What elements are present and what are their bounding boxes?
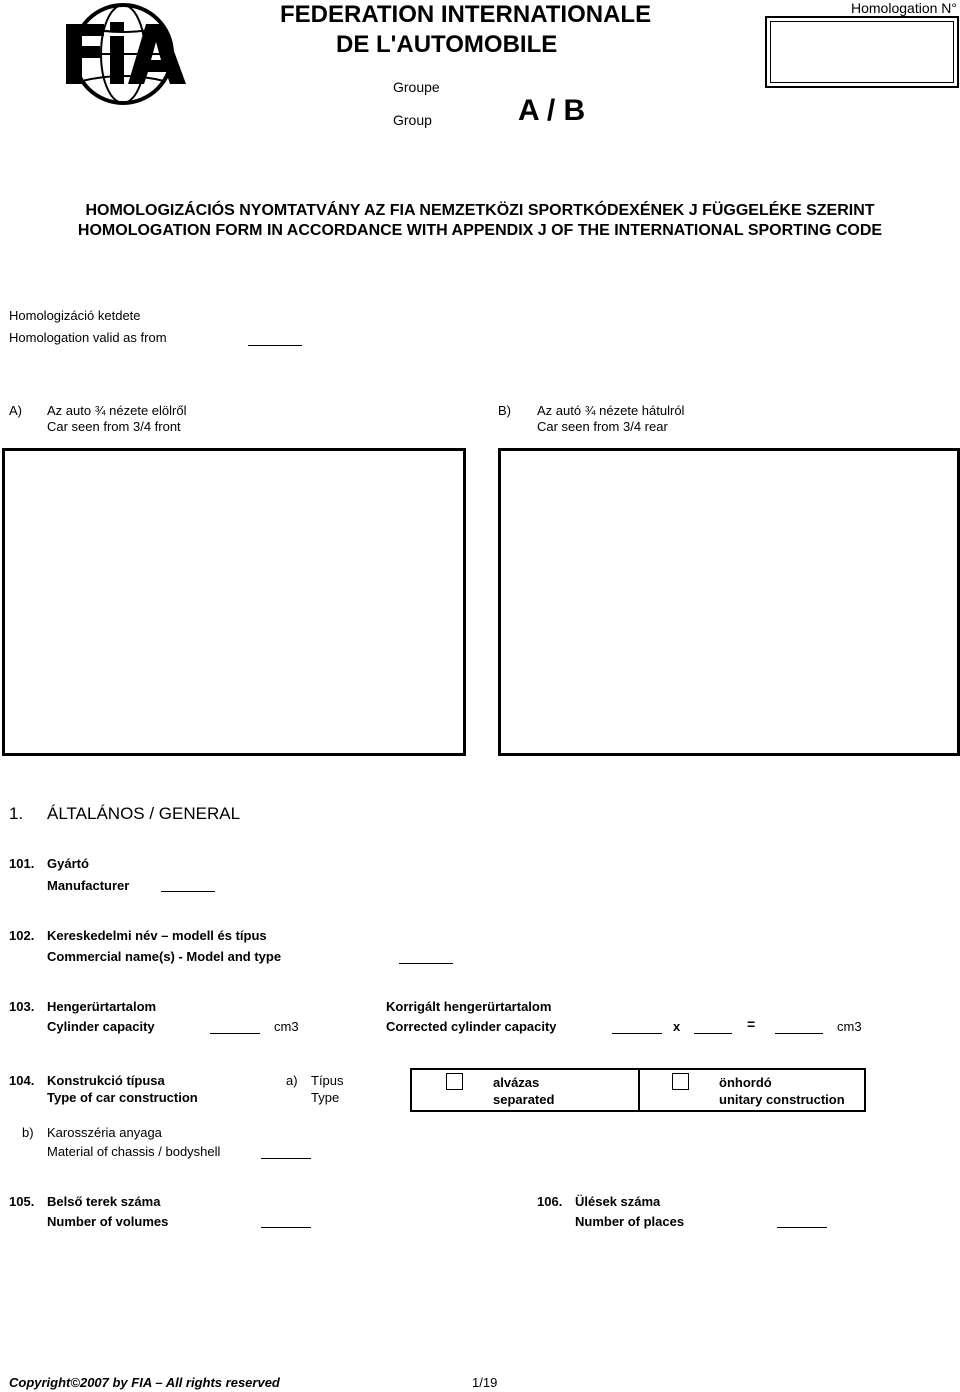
page-number: 1/19 xyxy=(472,1375,498,1390)
item-101-label-hu: Gyártó xyxy=(47,856,89,871)
item-102-number: 102. xyxy=(9,928,35,943)
homologation-number-box[interactable] xyxy=(765,16,959,88)
unitary-label-en: unitary construction xyxy=(719,1092,845,1107)
photo-b-letter: B) xyxy=(498,403,511,418)
cylinder-capacity-field[interactable] xyxy=(210,1033,260,1034)
groupe-label: Groupe xyxy=(393,79,440,95)
photo-b-label-hu: Az autó ¾ nézete hátulról xyxy=(537,403,685,418)
valid-from-label-hu: Homologizáció ketdete xyxy=(9,308,141,323)
group-label: Group xyxy=(393,112,432,128)
item-106-number: 106. xyxy=(537,1194,563,1209)
item-105-label-en: Number of volumes xyxy=(47,1214,169,1229)
item-104-b-letter: b) xyxy=(22,1125,34,1140)
commercial-name-field[interactable] xyxy=(399,963,453,964)
photo-b-label-en: Car seen from 3/4 rear xyxy=(537,419,668,434)
unitary-label-hu: önhordó xyxy=(719,1075,772,1090)
item-104-a-label-hu: Típus xyxy=(311,1073,344,1088)
item-104-b-label-hu: Karosszéria anyaga xyxy=(47,1125,162,1140)
item-105-number: 105. xyxy=(9,1194,35,1209)
group-value: A / B xyxy=(518,94,586,127)
corrected-capacity-label-hu: Korrigált hengerürtartalom xyxy=(386,999,552,1014)
corrected-capacity-unit: cm3 xyxy=(837,1019,862,1034)
places-field[interactable] xyxy=(777,1227,827,1228)
photo-b-box[interactable] xyxy=(498,448,960,756)
valid-from-label-en: Homologation valid as from xyxy=(9,330,167,345)
equals-sign: = xyxy=(747,1016,756,1032)
cylinder-capacity-unit: cm3 xyxy=(274,1019,299,1034)
photo-a-label-hu: Az auto ¾ nézete elölről xyxy=(47,403,187,418)
item-103-label-hu: Hengerürtartalom xyxy=(47,999,157,1014)
copyright-notice: Copyright©2007 by FIA – All rights reserved xyxy=(9,1375,280,1390)
form-title-hu: HOMOLOGIZÁCIÓS NYOMTATVÁNY AZ FIA NEMZETKÖZI SPORTKÓDEXÉNEK J FÜGGELÉKE SZERINT xyxy=(85,202,875,219)
item-104-b-label-en: Material of chassis / bodyshell xyxy=(47,1144,221,1159)
photo-a-letter: A) xyxy=(9,403,22,418)
item-104-a-letter: a) xyxy=(286,1073,298,1088)
item-101-number: 101. xyxy=(9,856,35,871)
corrected-capacity-result-field[interactable] xyxy=(775,1033,823,1034)
org-name-line2: DE L'AUTOMOBILE xyxy=(336,31,558,58)
photo-a-box[interactable] xyxy=(2,448,466,756)
item-105-label-hu: Belső terek száma xyxy=(47,1194,161,1209)
item-103-label-en: Cylinder capacity xyxy=(47,1019,155,1034)
separated-label-hu: alvázas xyxy=(493,1075,540,1090)
separated-checkbox[interactable] xyxy=(446,1073,463,1090)
construction-type-divider xyxy=(638,1070,640,1110)
item-104-label-en: Type of car construction xyxy=(47,1090,198,1105)
volumes-field[interactable] xyxy=(261,1227,311,1228)
manufacturer-field[interactable] xyxy=(161,891,215,892)
item-103-number: 103. xyxy=(9,999,35,1014)
item-101-label-en: Manufacturer xyxy=(47,878,130,893)
item-106-label-hu: Ülések száma xyxy=(575,1194,661,1209)
corrected-capacity-field-1[interactable] xyxy=(612,1033,662,1034)
item-106-label-en: Number of places xyxy=(575,1214,685,1229)
form-title-en: HOMOLOGATION FORM IN ACCORDANCE WITH APPENDIX J OF THE INTERNATIONAL SPORTING CODE xyxy=(77,222,883,239)
construction-type-table xyxy=(410,1068,866,1112)
item-102-label-en: Commercial name(s) - Model and type xyxy=(47,949,282,964)
item-102-label-hu: Kereskedelmi név – modell és típus xyxy=(47,928,267,943)
item-104-a-label-en: Type xyxy=(311,1090,340,1105)
corrected-capacity-label-en: Corrected cylinder capacity xyxy=(386,1019,557,1034)
org-name-line1: FEDERATION INTERNATIONALE xyxy=(280,1,652,28)
separated-label-en: separated xyxy=(493,1092,555,1107)
valid-from-field[interactable] xyxy=(248,345,302,346)
fia-logo xyxy=(48,2,198,106)
section-1-number: 1. xyxy=(9,804,24,823)
multiply-sign: x xyxy=(673,1019,681,1034)
section-1-title: ÁLTALÁNOS / GENERAL xyxy=(47,804,241,823)
photo-a-label-en: Car seen from 3/4 front xyxy=(47,419,181,434)
item-104-label-hu: Konstrukció típusa xyxy=(47,1073,165,1088)
corrected-capacity-field-2[interactable] xyxy=(694,1033,732,1034)
homologation-number-label: Homologation N° xyxy=(851,0,957,16)
chassis-material-field[interactable] xyxy=(261,1158,311,1159)
unitary-checkbox[interactable] xyxy=(672,1073,689,1090)
item-104-number: 104. xyxy=(9,1073,35,1088)
